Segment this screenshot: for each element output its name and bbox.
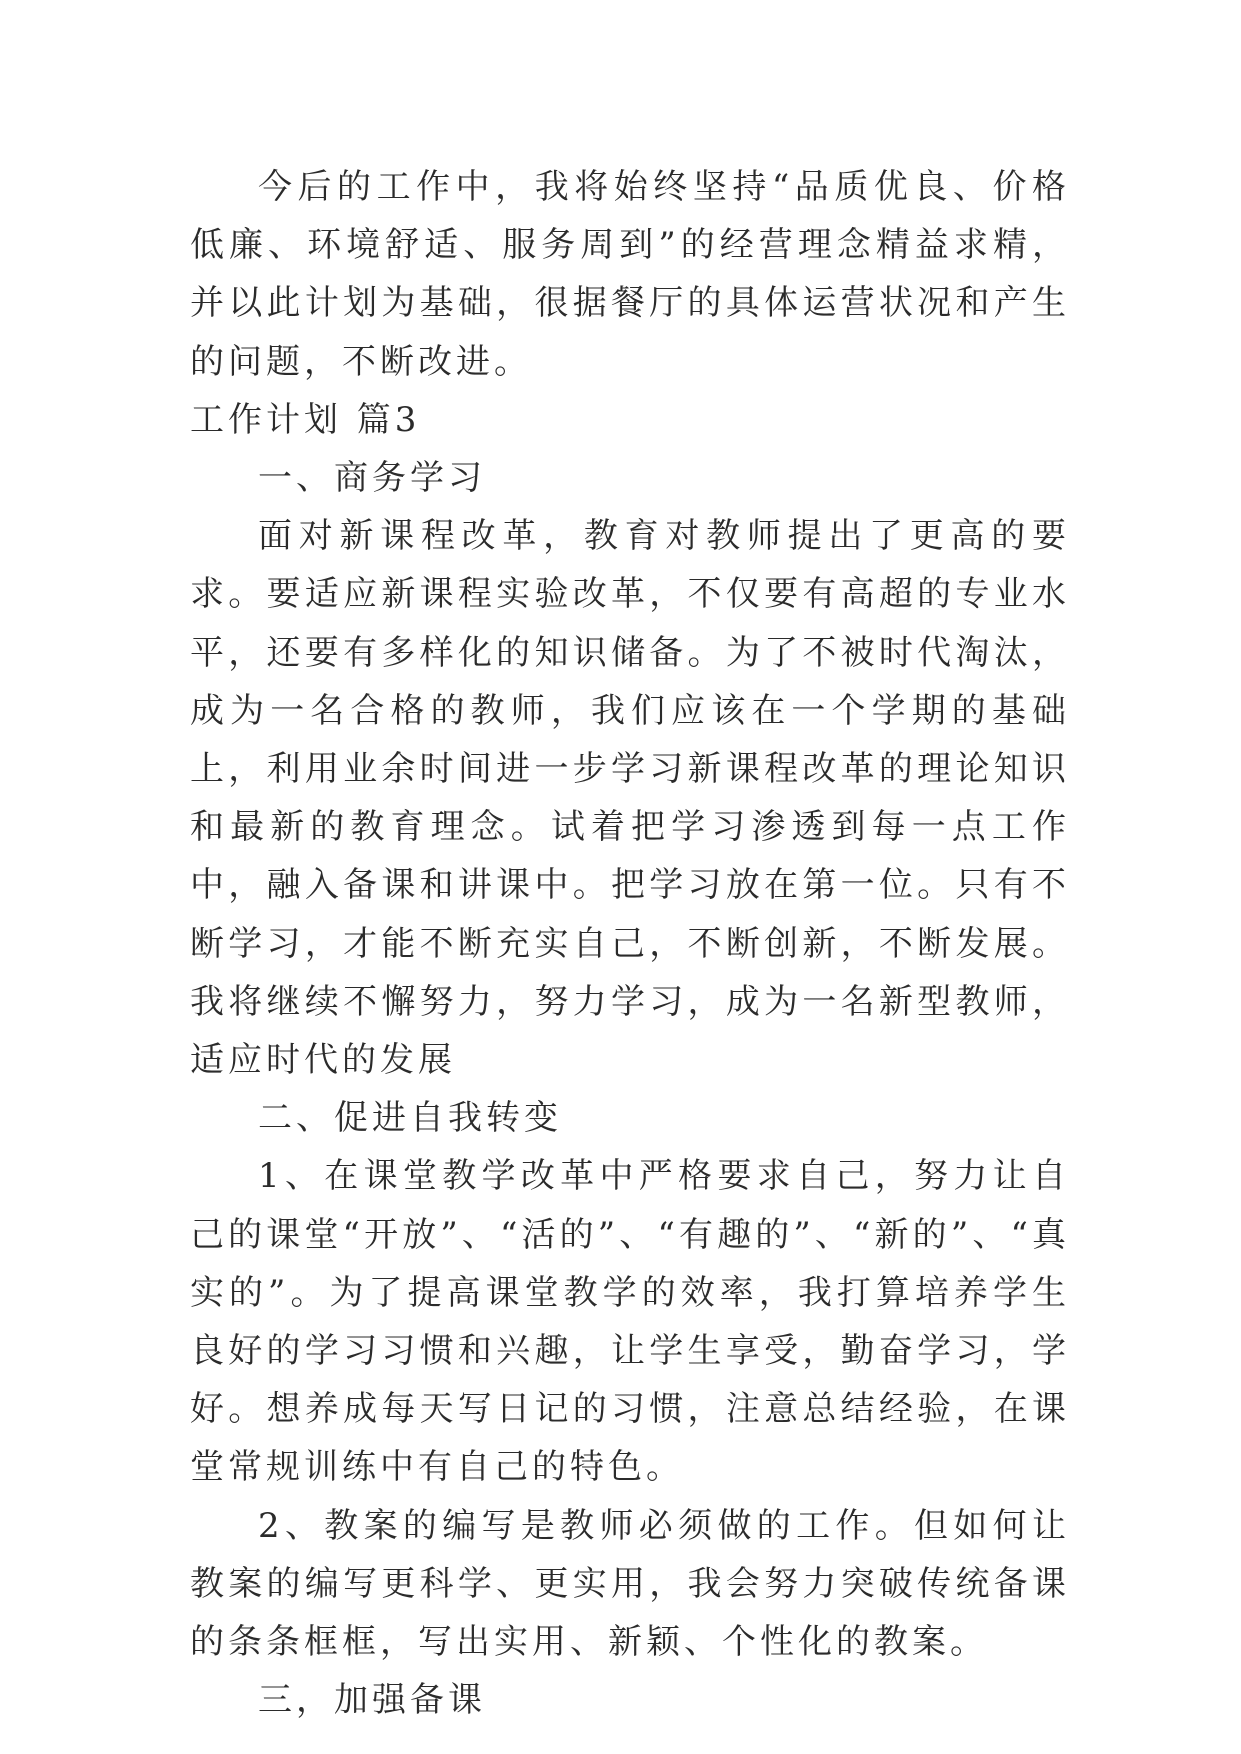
paragraph-business-study: 面对新课程改革，教育对教师提出了更高的要求。要适应新课程实验改革，不仅要有高超的专业水平，还要有多样化的知识储备。为了不被时代淘汰，成为一名合格的教师，我们应该在一个学期的基础上，利用业余时间进一步学习新课程改革的理论知识和最新的教育理念。试着把学习渗透到每一点工作中，融入备课和讲课中。把学习放在第一位。只有不断学习，才能不断充实自己，不断创新，不断发展。我将继续不懈努力，努力学习，成为一名新型教师，适应时代的发展 [190, 516, 1070, 1081]
subheading-lesson-preparation: 三，加强备课 [258, 1680, 486, 1721]
subheading-self-transformation: 二、促进自我转变 [258, 1098, 562, 1139]
paragraph-closing-statement: 今后的工作中，我将始终坚持“品质优良、价格低廉、环境舒适、服务周到”的经营理念精益求精，并以此计划为基础，很据餐厅的具体运营状况和产生的问题，不断改进。 [190, 167, 1070, 382]
subheading-business-study: 一、商务学习 [258, 458, 486, 499]
section-heading-plan-3: 工作计划 篇3 [190, 399, 421, 440]
paragraph-classroom-reform: 1、在课堂教学改革中严格要求自己，努力让自己的课堂“开放”、“活的”、“有趣的”、“新的”、“真实的”。为了提高课堂教学的效率，我打算培养学生良好的学习习惯和兴趣，让学生享受，勤奋学习，学好。想养成每天写日记的习惯，注意总结经验，在课堂常规训练中有自己的特色。 [190, 1156, 1070, 1488]
paragraph-lesson-plans: 2、教案的编写是教师必须做的工作。但如何让教案的编写更科学、更实用，我会努力突破传统备课的条条框框，写出实用、新颖、个性化的教案。 [190, 1505, 1070, 1663]
document-body [190, 158, 1070, 1729]
